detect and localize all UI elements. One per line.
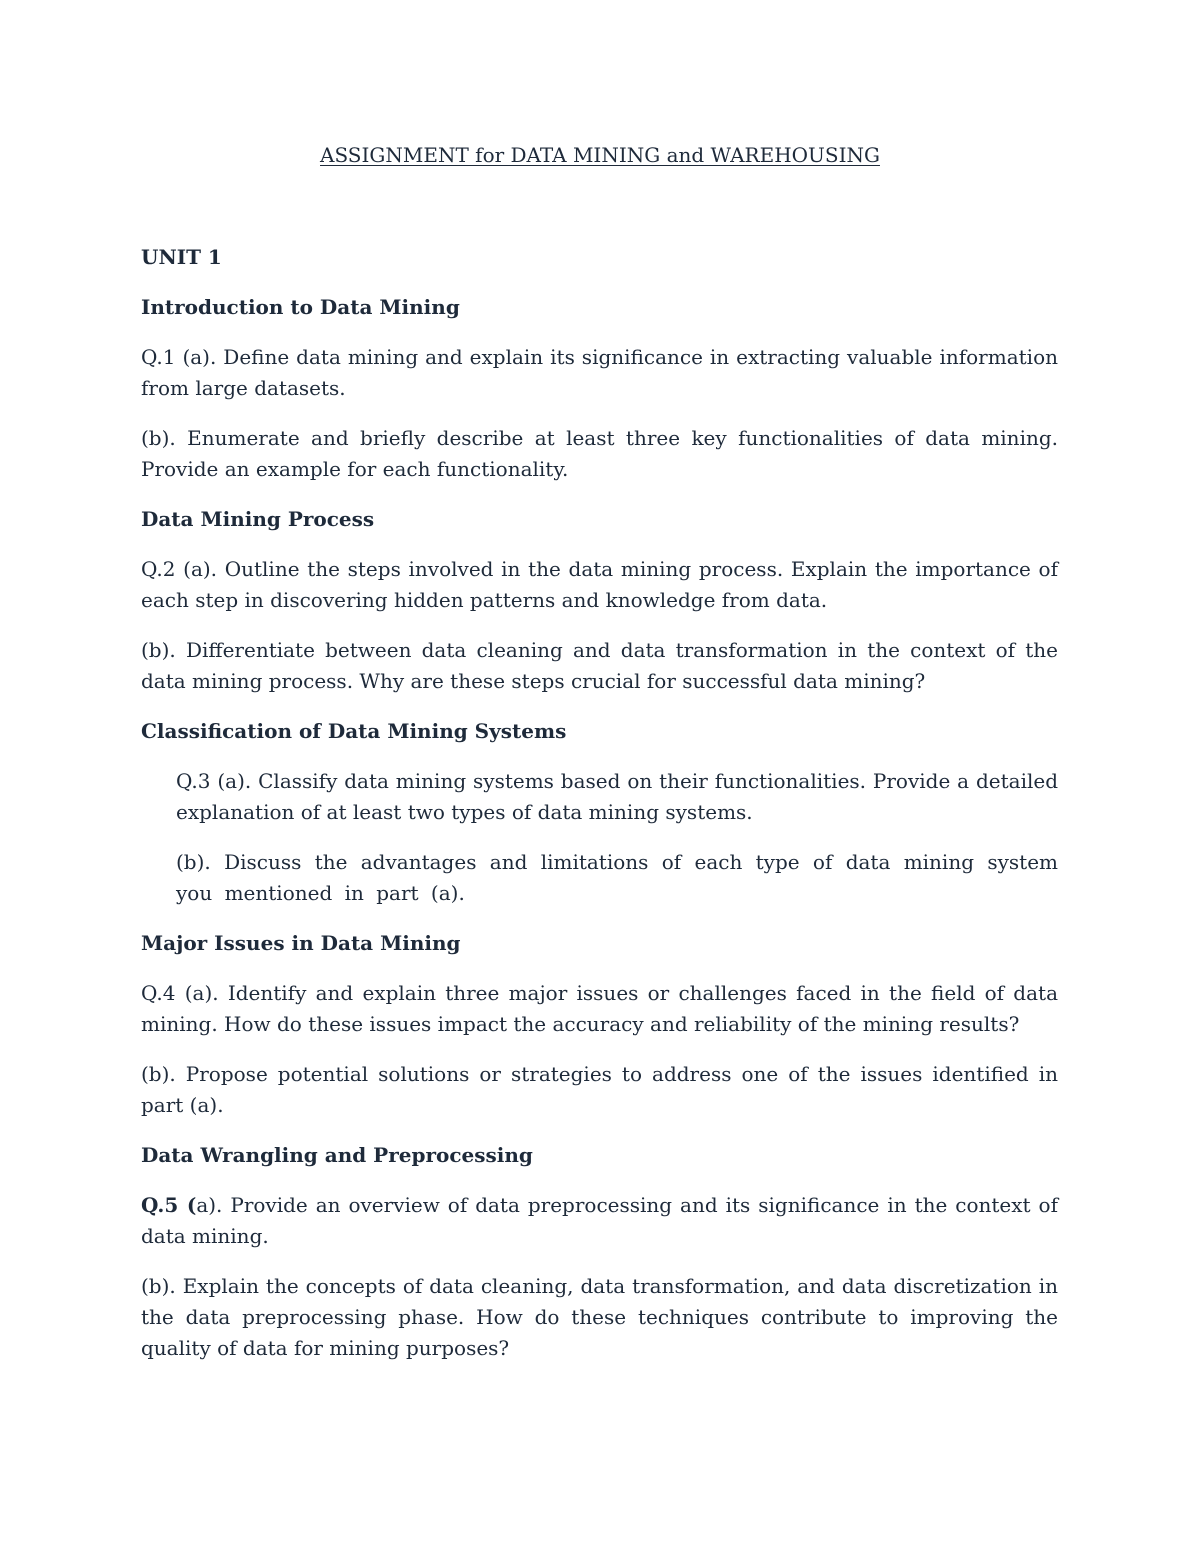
document-body <box>141 242 1058 1383</box>
document-title-row <box>0 140 1200 171</box>
question-2a: Q.2 (a). Outline the steps involved in the data mining process. Explain the importance of each step in discovering hidden patterns and knowledge from data. <box>141 557 1058 612</box>
question-5a-label: Q.5 ( <box>141 1193 197 1217</box>
question-5a <box>141 1190 1058 1252</box>
section-heading-introduction: Introduction to Data Mining <box>141 295 460 319</box>
question-4a: Q.4 (a). Identify and explain three major issues or challenges faced in the field of data mining. How do these issues impact the accuracy and reliability of the mining results? <box>141 981 1058 1036</box>
section-heading-major-issues: Major Issues in Data Mining <box>141 931 461 955</box>
section-heading-classification: Classification of Data Mining Systems <box>141 719 567 743</box>
question-1b: (b). Enumerate and briefly describe at least three key functionalities of data mining. Provide an example for each functionality. <box>141 426 1058 481</box>
document-title: ASSIGNMENT for DATA MINING and WAREHOUSING <box>320 143 880 167</box>
question-1a: Q.1 (a). Define data mining and explain its significance in extracting valuable information from large datasets. <box>141 345 1058 400</box>
section-heading-process: Data Mining Process <box>141 507 375 531</box>
question-3b: (b). Discuss the advantages and limitations of each type of data mining system you mentioned in part (a). <box>176 850 1058 905</box>
question-2b: (b). Differentiate between data cleaning and data transformation in the context of the data mining process. Why are these steps crucial for successful data mining? <box>141 638 1058 693</box>
question-5a-text: a). Provide an overview of data preprocessing and its significance in the context of data mining. <box>141 1193 1058 1248</box>
section-heading-wrangling: Data Wrangling and Preprocessing <box>141 1143 533 1167</box>
question-5b: (b). Explain the concepts of data cleaning, data transformation, and data discretization in the data preprocessing phase. How do these techniques contribute to improving the quality of data for mining purposes? <box>141 1274 1058 1360</box>
question-4b: (b). Propose potential solutions or strategies to address one of the issues identified in part (a). <box>141 1062 1058 1117</box>
question-3a: Q.3 (a). Classify data mining systems based on their functionalities. Provide a detailed explanation of at least two types of data mining systems. <box>176 769 1058 824</box>
unit-heading: UNIT 1 <box>141 245 222 269</box>
